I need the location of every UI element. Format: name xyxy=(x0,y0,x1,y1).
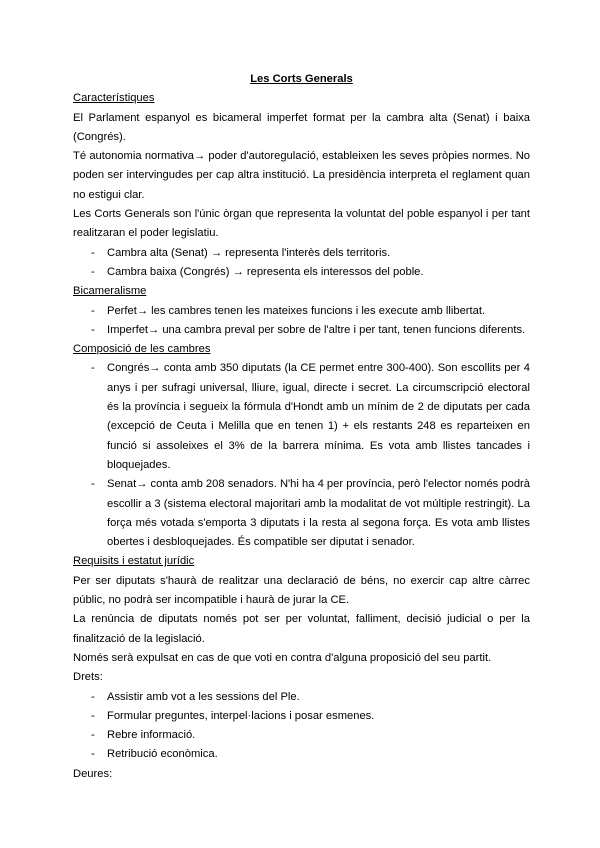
paragraph: La renúncia de diputats només pot ser per voluntat, falliment, decisió judicial o per la finalització de la legislació. xyxy=(73,613,530,645)
paragraph: Per ser diputats s'haurà de realitzar una declaració de béns, no exercir cap altre càrrec públic, no podrà ser incompatible i haurà de jurar la CE. xyxy=(73,574,530,607)
list-item: - Imperfet→ una cambra preval per sobre de l'altre i per tant, tenen funcions diferents. xyxy=(73,321,530,340)
list-item: - Formular preguntes, interpel·lacions i posar esmenes. xyxy=(73,707,530,726)
document-title: Les Corts Generals xyxy=(250,73,353,85)
list-item: - Assistir amb vot a les sessions del Ple. xyxy=(73,688,530,707)
list-item: - Congrés→ conta amb 350 diputats (la CE permet entre 300-400). Son escollits per 4 anys i per sufragi universal, lliure, igual, directe i secret. La circumscripció electoral és la província i segueix la fórmula d'Hondt amb un mínim de 2 de diputats per cada (excepció de Ceuta i Melilla que en tenen 1) + els restants 248 es reparteixen en funció si assoleixes el 3% de la barrera mínima. Es vota amb llistes tancades i bloquejades. xyxy=(73,359,530,475)
list-composicio xyxy=(73,359,530,552)
list-item: - Perfet→ les cambres tenen les mateixes funcions i les execute amb llibertat. xyxy=(73,302,530,321)
heading-bicameralisme: Bicameralisme xyxy=(73,285,147,298)
drets-label: Drets: xyxy=(73,671,103,684)
list-item: - Rebre informació. xyxy=(73,726,530,745)
list-item: - Senat→ conta amb 208 senadors. N'hi ha 4 per província, però l'elector només podrà escollir a 3 (sistema electoral majoritari amb la modalitat de vot múltiple restringit). La força més votada s'emporta 3 diputats i la resta al segona força. Es vota amb llistes obertes i desbloquejades. És compatible ser diputat i senador. xyxy=(73,475,530,552)
document-page xyxy=(73,70,530,784)
heading-composicio: Composició de les cambres xyxy=(73,343,211,356)
paragraph: El Parlament espanyol es bicameral imperfet format per la cambra alta (Senat) i baixa (Congrés). xyxy=(73,111,530,143)
list-item: - Cambra alta (Senat) → representa l'interès dels territoris. xyxy=(73,244,530,263)
list-item: - Cambra baixa (Congrés) → representa els interessos del poble. xyxy=(73,263,530,282)
list-bicameralisme xyxy=(73,302,530,341)
paragraph: Té autonomia normativa→ poder d'autoregulació, estableixen les seves pròpies normes. No poden ser intervingudes per cap altra institució. La presidència interpreta el reglament quan no estigui clar. xyxy=(73,150,530,201)
list-item: - Retribució econòmica. xyxy=(73,745,530,764)
list-drets xyxy=(73,688,530,765)
heading-requisits: Requisits i estatut jurídic xyxy=(73,555,195,568)
paragraph: Les Corts Generals son l'únic òrgan que representa la voluntat del poble espanyol i per tant realitzaran el poder legislatiu. xyxy=(73,208,530,240)
deures-label: Deures: xyxy=(73,767,113,780)
list-cambres xyxy=(73,244,530,283)
heading-caracteristiques: Característiques xyxy=(73,92,155,105)
paragraph: Només serà expulsat en cas de que voti en contra d'alguna proposició del seu partit. xyxy=(73,651,492,664)
